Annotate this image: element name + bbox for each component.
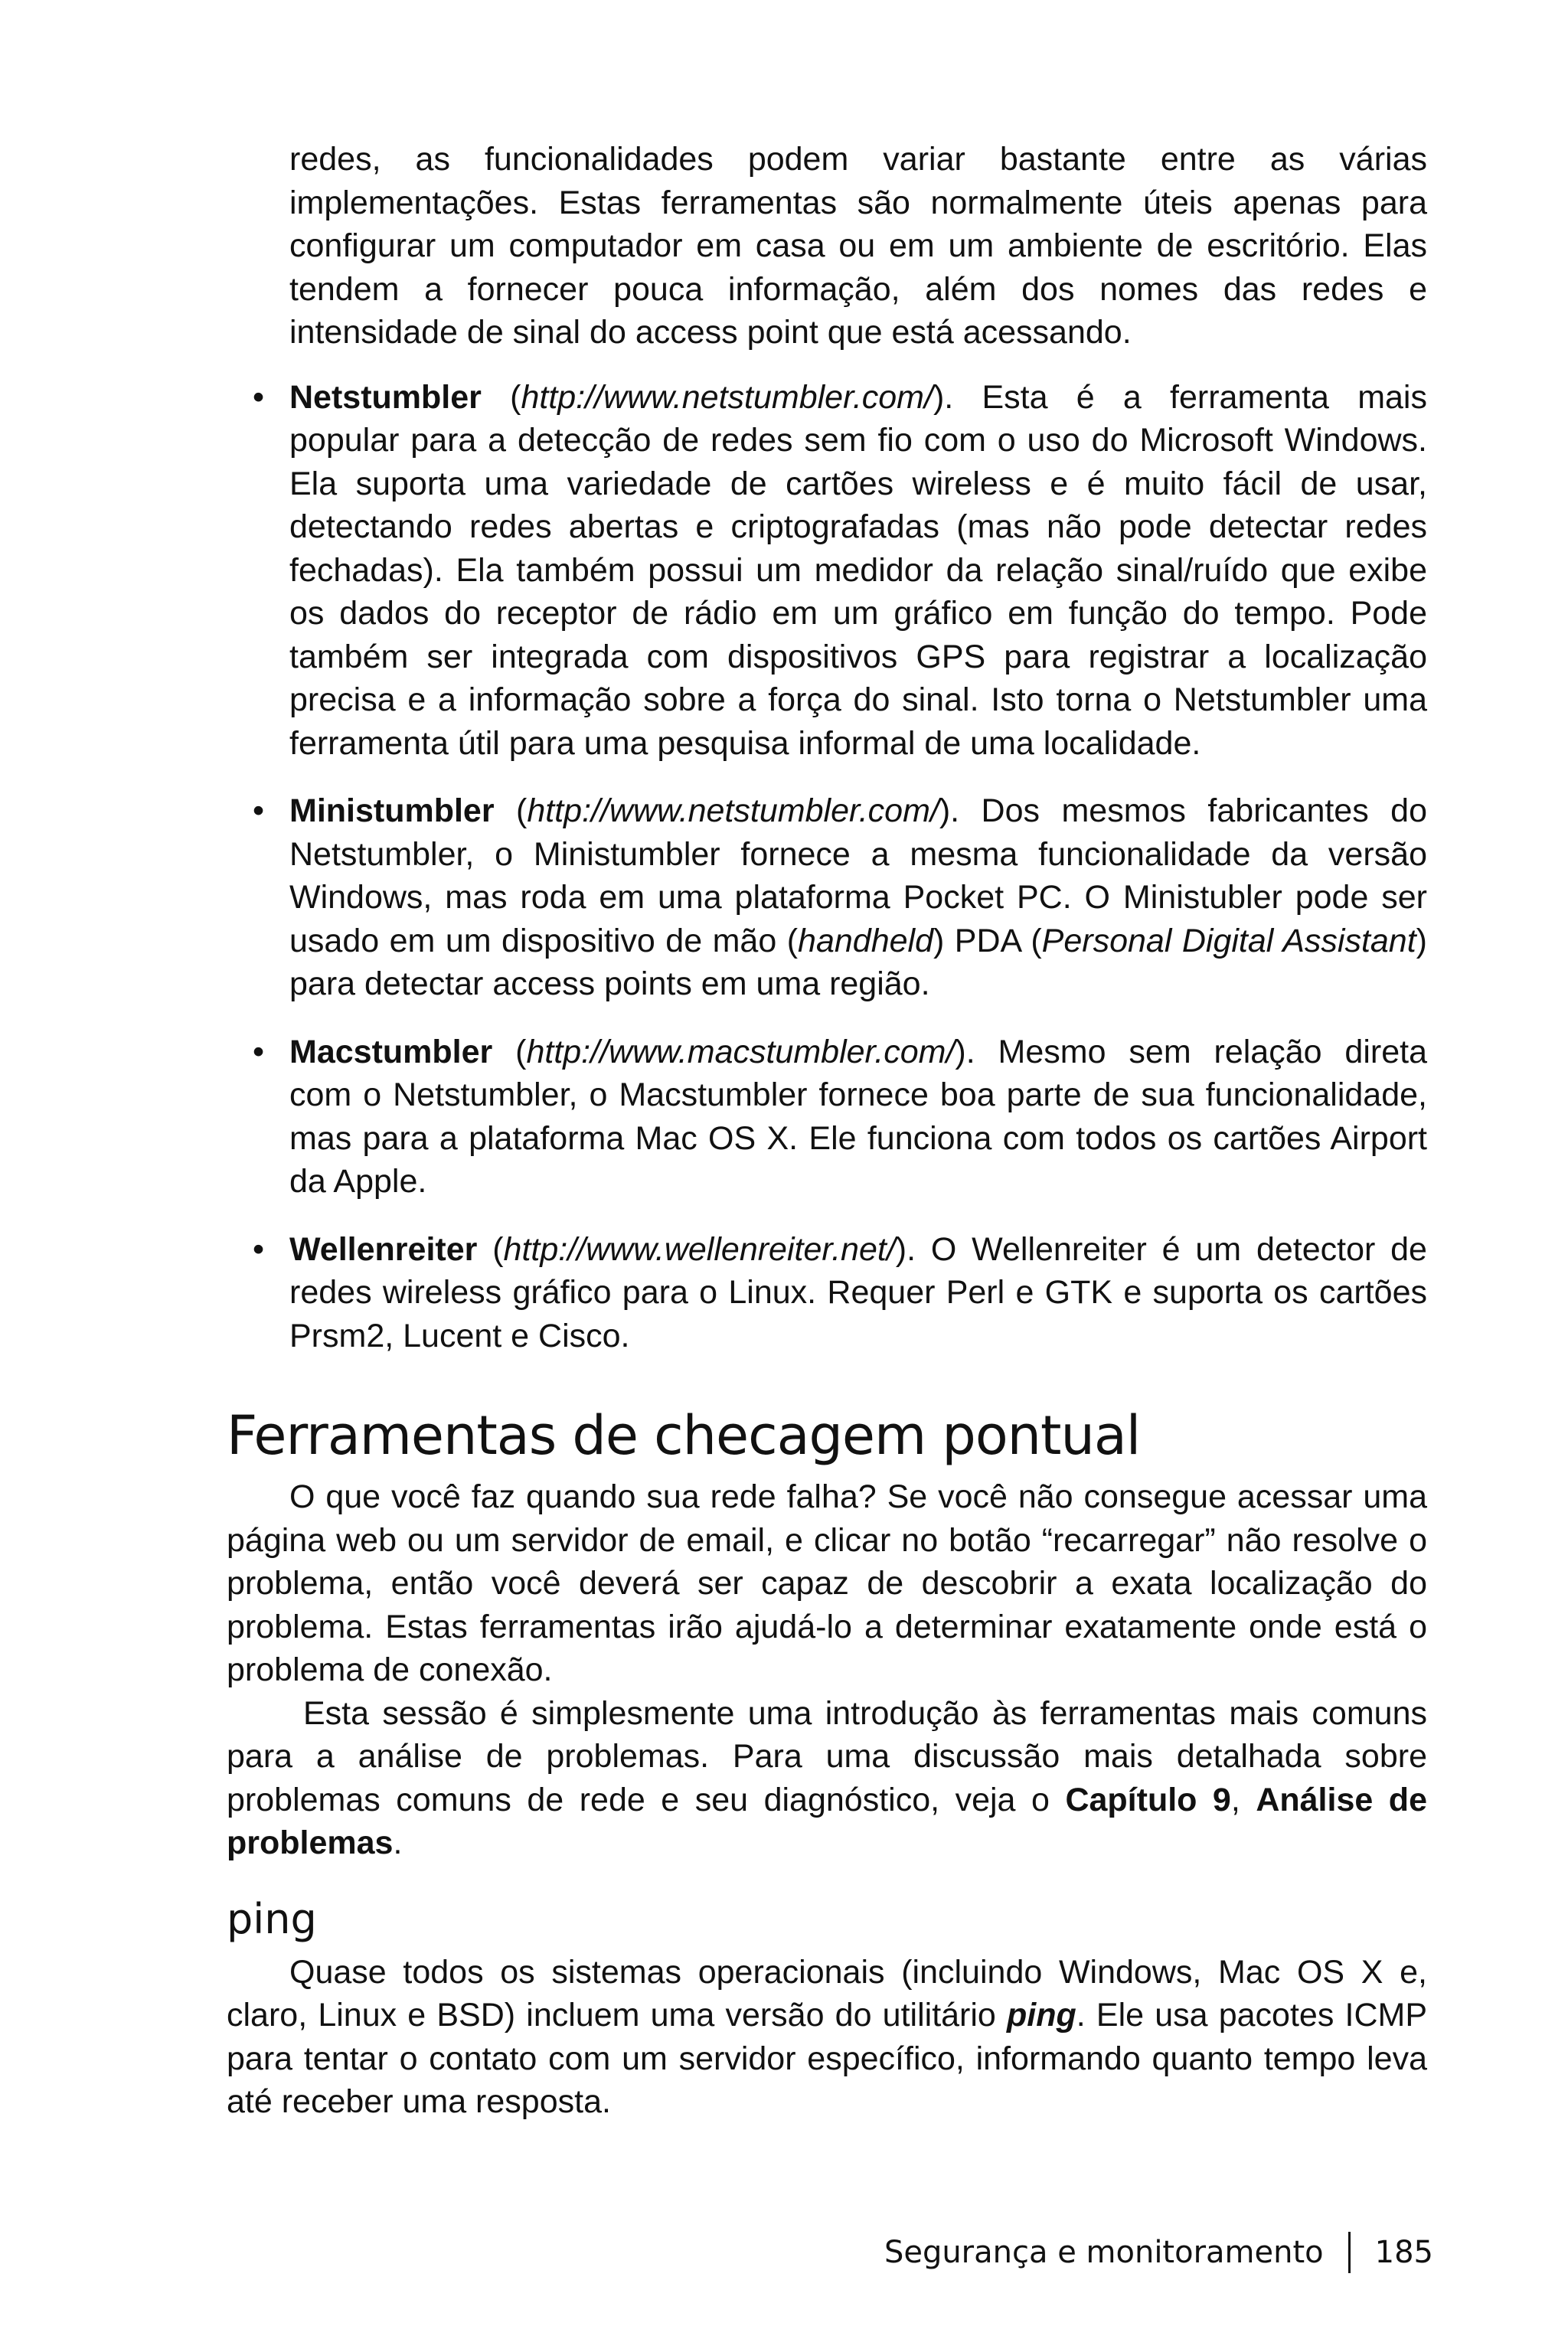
bullet-icon: • xyxy=(253,792,265,829)
term-ping: ping xyxy=(1007,1997,1076,2034)
chapter-title: Análise de problemas xyxy=(227,1781,1427,1861)
tool-description-end: ) para detectar access points em uma região. xyxy=(289,922,1427,1002)
paragraph-text: Esta sessão é simplesmente uma introdução às ferramentas mais comuns para a análise de problemas. Para uma discussão mais detalhada sobre problemas comuns de rede e seu diagnóstico, veja o xyxy=(227,1694,1427,1818)
tool-url: http://www.netstumbler.com/ xyxy=(521,378,933,416)
tool-url: http://www.netstumbler.com/ xyxy=(527,792,939,829)
tool-description: . O Wellenreiter é um detector de redes wireless gráfico para o Linux. Requer Perl e GTK e suporta os cartões Prsm2, Lucent e Cisco. xyxy=(289,1230,1427,1354)
tool-name: Netstumbler xyxy=(289,378,482,416)
subsection-paragraph xyxy=(227,1951,1427,2124)
tools-list xyxy=(227,376,1427,1358)
intro-paragraph: redes, as funcionalidades podem variar bastante entre as várias implementações. Estas ferramentas são normalmente úteis apenas para configurar um computador em casa ou em um ambiente de escritório. Elas tendem a fornecer pouca informação, além dos nomes das redes e intensidade de sinal do access point que está acessando. xyxy=(289,141,1427,351)
section-paragraph-1: O que você faz quando sua rede falha? Se você não consegue acessar uma página web ou um servidor de email, e clicar no botão “recarregar” não resolve o problema, então você deverá ser capaz de descobrir a exata localização do problema. Estas ferramentas irão ajudá-lo a determinar exatamente onde está o problema de conexão. xyxy=(227,1478,1427,1688)
tool-description: . Mesmo sem relação direta com o Netstumbler, o Macstumbler fornece boa parte de sua funcionalidade, mas para a plataforma Mac OS X. Ele funciona com todos os cartões Airport da Apple. xyxy=(289,1033,1427,1200)
section-heading: Ferramentas de checagem pontual xyxy=(227,1404,1141,1467)
bullet-icon: • xyxy=(253,1230,265,1268)
tool-item-ministumbler: • Ministumbler (http://www.netstumbler.com/). Dos mesmos fabricantes do Netstumbler, o Ministumbler fornece a mesma funcionalidade da versão Windows, mas roda em uma plataforma Pocket PC. O Ministubler pode ser usado em um dispositivo de mão (handheld) PDA (Personal Digital Assistant) para detectar access points em uma região. xyxy=(227,789,1427,1006)
term-handheld: handheld xyxy=(798,922,934,959)
tool-url: http://www.wellenreiter.net/ xyxy=(503,1230,896,1268)
running-title: Segurança e monitoramento xyxy=(884,2235,1324,2270)
page-content xyxy=(227,138,1427,2124)
subsection-heading: ping xyxy=(227,1894,317,1943)
tool-item-wellenreiter: • Wellenreiter (http://www.wellenreiter.net/). O Wellenreiter é um detector de redes wireless gráfico para o Linux. Requer Perl e GTK e suporta os cartões Prsm2, Lucent e Cisco. xyxy=(227,1228,1427,1358)
footer-divider xyxy=(1348,2232,1351,2273)
page-number: 185 xyxy=(1374,2235,1433,2270)
term-pda: Personal Digital Assistant xyxy=(1041,922,1416,959)
tool-name: Wellenreiter xyxy=(289,1230,478,1268)
tool-item-netstumbler: • Netstumbler (http://www.netstumbler.com/). Esta é a ferramenta mais popular para a detecção de redes sem fio com o uso do Microsoft Windows. Ela suporta uma variedade de cartões wireless e é muito fácil de usar, detectando redes abertas e criptografadas (mas não pode detectar redes fechadas). Ela também possui um medidor da relação sinal/ruído que exibe os dados do receptor de rádio em um gráfico em função do tempo. Pode também ser integrada com dispositivos GPS para registrar a localização precisa e a informação sobre a força do sinal. Isto torna o Netstumbler uma ferramenta útil para uma pesquisa informal de uma localidade. xyxy=(227,376,1427,766)
paragraph-text-end: . Ele usa pacotes ICMP para tentar o contato com um servidor específico, informando quanto tempo leva até receber uma resposta. xyxy=(227,1997,1427,2120)
page-footer xyxy=(884,2232,1433,2273)
paragraph-text: Quase todos os sistemas operacionais (incluindo Windows, Mac OS X e, claro, Linux e BSD) incluem uma versão do utilitário xyxy=(227,1953,1427,2034)
tool-description: . Dos mesmos fabricantes do Netstumbler, o Ministumbler fornece a mesma funcionalidade da versão Windows, mas roda em uma plataforma Pocket PC. O Ministubler pode ser usado em um dispositivo de mão ( xyxy=(289,792,1427,959)
separator-text: , xyxy=(1230,1781,1256,1818)
tool-description-cont: ) PDA ( xyxy=(933,922,1042,959)
period-text: . xyxy=(393,1824,403,1861)
tool-name: Ministumbler xyxy=(289,792,495,829)
tool-url: http://www.macstumbler.com/ xyxy=(526,1033,956,1070)
chapter-ref: Capítulo 9 xyxy=(1065,1781,1231,1818)
bullet-icon: • xyxy=(253,378,265,416)
tool-name: Macstumbler xyxy=(289,1033,493,1070)
tool-item-macstumbler: • Macstumbler (http://www.macstumbler.com/). Mesmo sem relação direta com o Netstumbler, o Macstumbler fornece boa parte de sua funcionalidade, mas para a plataforma Mac OS X. Ele funciona com todos os cartões Airport da Apple. xyxy=(227,1031,1427,1204)
bullet-icon: • xyxy=(253,1033,265,1070)
tool-description: . Esta é a ferramenta mais popular para a detecção de redes sem fio com o uso do Microsoft Windows. Ela suporta uma variedade de cartões wireless e é muito fácil de usar, detectando redes abertas e criptografadas (mas não pode detectar redes fechadas). Ela também possui um medidor da relação sinal/ruído que exibe os dados do receptor de rádio em um gráfico em função do tempo. Pode também ser integrada com dispositivos GPS para registrar a localização precisa e a informação sobre a força do sinal. Isto torna o Netstumbler uma ferramenta útil para uma pesquisa informal de uma localidade. xyxy=(289,378,1427,762)
section-paragraph-2 xyxy=(227,1692,1427,1865)
